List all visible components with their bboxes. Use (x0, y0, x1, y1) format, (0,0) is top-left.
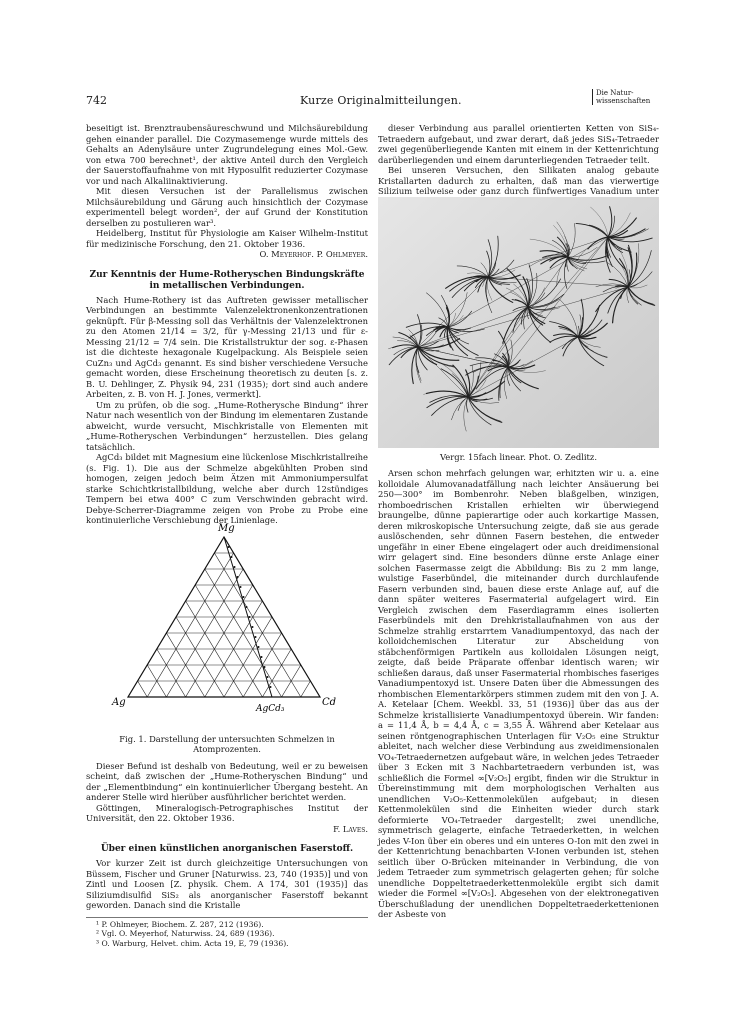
sample-point (252, 626, 254, 628)
grid-line (176, 617, 224, 697)
footnote: ¹ P. Ohlmeyer, Biochem. Z. 287, 212 (1936). (96, 919, 264, 929)
grid-line (224, 617, 272, 697)
sample-point (270, 686, 272, 688)
sample-point (246, 606, 248, 608)
paragraph: Dieser Befund ist deshalb von Bedeutung, weil er zu beweisen scheint, daß zwischen der „Hume-Rotheryschen Bindung“ und der „Elementbindung“ ein kontinuierlicher Übergang besteht. An anderer Stelle wird hierüber ausführlicher berichtet werden. (86, 760, 368, 802)
diagram-grid (138, 553, 311, 697)
label-agcd3: AgCd₃ (256, 704, 285, 714)
grid-line (157, 649, 186, 697)
paragraph: Göttingen, Mineralogisch-Petrographisches Institut der Universität, den 22. Oktober 1936. (86, 802, 368, 823)
sample-point (249, 616, 251, 618)
sample-point (231, 556, 233, 558)
grid-line (186, 585, 253, 697)
paragraph: dieser Verbindung aus parallel orientierten Ketten von SiS₄-Tetraedern aufgebaut, und zwar derart, daß jedes SiS₄-Tetraeder zwei gegenüberliegende Kanten mit einem in der Kettenrichtung darüberliegenden und einem darunterliegenden Tetraeder teilt. (378, 123, 659, 165)
sample-point (261, 656, 263, 658)
right-column-body (378, 468, 659, 920)
signature: O. Meyerhof. P. Ohlmeyer. (259, 249, 368, 259)
sample-point (228, 546, 230, 548)
journal-name-line2: wissenschaften (596, 97, 651, 105)
article-heading: Über einen künstlichen anorganischen Faserstoff. (100, 844, 354, 854)
grid-line (301, 681, 311, 697)
paragraph: Arsen schon mehrfach gelungen war, erhitzten wir u. a. eine kolloidale Alumovanadatfällung nach leichter Ansäuerung bei 250—300° im Bombenrohr. Neben blaßgelben, winzigen, rhomboedrischen Kristallen erhielten wir überwiegend braungelbe, dünne papierartige oder auch korkartige Massen, deren mikroskopische Untersuchung zeigte, daß sie aus gerade auslöschenden, sehr dünnen Fasern bestehen, die entweder ungefähr in einer Ebene eingelagert oder auch dreidimensional wirr gelagert sind. Eine besonders dünne erste Anlage einer solchen Fasermasse zeigt die Abbildung: Bis zu 2 mm lange, wulstige Faserbündel, die miteinander durch durchlaufende Fasern verbunden sind, bauen diese erste Anlage auf, auf die dann später weiteres Fasermaterial aufgelagert wird. Ein Vergleich zwischen dem Faserdiagramm eines isolierten Faserbündels mit den Drehkristallaufnahmen von aus der Schmelze strahlig erstarrtem Vanadiumpentoxyd, das nach der kolloidchemischen Literatur zur Abscheidung von stäbchenförmigen Partikeln aus kolloidalen Lösungen neigt, zeigte, daß beide Präparate offenbar identisch waren; wir schließen daraus, daß unser Fasermaterial rhombisches faseriges Vanadiumpentoxyd ist. Unsere Daten über die Abmessungen des rhombischen Elementarkörpers stimmen zudem mit den von J. A. A. Ketelaar [Chem. Weekbl. 33, 51 (1936)] über das aus der Schmelze kristallisierte Vanadiumpentoxyd überein. Wir fanden: a = 11,4 Å, b = 4,4 Å, c = 3,55 Å. Während aber Ketelaar aus seinen röntgenographischen Unterlagen für V₂O₅ eine Struktur ableitet, nach welcher diese Verbindung aus zweidimensionalen VO₄-Tetraedernetzen aufgebaut wäre, in welchen jedes Tetraeder über 3 Ecken mit 3 Nachbartetraedern verbunden ist, was schließlich die Formel ∞[V₂O₅] ergibt, finden wir die Struktur in Übereinstimmung mit dem morphologischen Verhalten aus unendlichen V₂O₅-Kettenmolekülen aufgebaut; in diesen Kettenmolekülen sind die Einheiten wieder durch stark deformierte VO₄-Tetraeder dargestellt; zwei unendliche, symmetrisch gelagerte, einfache Tetraederketten, in welchen jedes V-Ion über ein oberes und ein unteres O-Ion mit den zwei in der Kettenrichtung benachbarten V-Ionen verbunden ist, stehen seitlich über O-Brücken miteinander in Verbindung, die von jedem Tetraeder zum symmetrisch gelagerten gehen; für solche unendliche Doppeltetraederkettenmoleküle ergibt sich damit wieder die Formel ∞[V₂O₅]. Abgesehen von der elektronegativen Überschußladung der unendlichen Doppeltetraederkettenionen der Asbeste von (378, 468, 659, 919)
figure-caption: Fig. 1. Darstellung der untersuchten Schmelzen in Atomprozenten. (119, 733, 335, 754)
paragraph: Bei unseren Versuchen, den Silikaten analog gebaute Kristallarten dadurch zu erhalten, daß man das vierwertige Silizium teilweise oder ganz durch fünfwertiges Vanadium unter (378, 165, 659, 196)
sample-point (264, 666, 266, 668)
paragraph: Um zu prüfen, ob die sog. „Hume-Rotherysche Bindung“ ihrer Natur nach wesentlich von der Bindung im elementaren Zustande abweicht, wurde versucht, Mischkristalle von Elementen mit „Hume-Rotheryschen Verbindungen“ herzustellen. Dies gelang tatsächlich. (86, 399, 368, 452)
label-mg: Mg (218, 523, 235, 534)
sample-point (240, 586, 242, 588)
sample-point (267, 676, 269, 678)
journal-name-line1: Die Natur- (596, 89, 634, 97)
sample-point (237, 576, 239, 578)
label-cd: Cd (322, 697, 337, 708)
running-title: Kurze Originalmitteilungen. (300, 94, 462, 107)
footnote: ³ O. Warburg, Helvet. chim. Acta 19, E, 79 (1936). (96, 938, 289, 948)
grid-line (138, 681, 148, 697)
signature: F. Laves. (333, 823, 368, 834)
footnotes (86, 917, 368, 949)
paragraph: Heidelberg, Institut für Physiologie am Kaiser Wilhelm-Institut für medizinische Forschung, den 21. Oktober 1936. (86, 228, 368, 249)
page-number: 742 (86, 94, 107, 107)
grid-line (195, 585, 262, 697)
sample-point (234, 566, 236, 568)
journal-name (592, 89, 650, 105)
photo-caption: Vergr. 15fach linear. Phot. O. Zedlitz. (439, 452, 597, 462)
paragraph: Vor kurzer Zeit ist durch gleichzeitige Untersuchungen von Büssem, Fischer und Gruner [Naturwiss. 23, 740 (1935)] und von Zintl und Loosen [Z. physik. Chem. A 174, 301 (1935)] das Siliziumdisulfid SiS₂ als anorganischer Faserstoff bekannt geworden. Danach sind die Kristalle (86, 858, 368, 910)
footnote: ² Vgl. O. Meyerhof, Naturwiss. 24, 689 (1936). (96, 929, 275, 938)
paragraph: AgCd₃ bildet mit Magnesium eine lückenlose Mischkristallreihe (s. Fig. 1). Die aus der Schmelze abgekühlten Proben sind homogen, zeigen jedoch beim Ätzen mit Ammoniumpersulfat starke Schichtkristallbildung, welche aber durch 12stündiges Tempern bei etwa 400° C zum Verschwinden gebracht wird. Debye-Scherrer-Diagramme zeigen von Probe zu Probe eine kontinuierliche Verschiebung der Linienlage. (86, 452, 368, 525)
grid-line (262, 649, 291, 697)
grid-line (214, 553, 300, 697)
paragraph: Mit diesen Versuchen ist der Parallelismus zwischen Milchsäurebildung und Gärung auch hinsichtlich der Cozymase experimentell belegt worden², der auf Grund der Konstitution derselben zu postulieren war³. (86, 186, 368, 228)
label-ag: Ag (112, 697, 126, 708)
sample-point (243, 596, 245, 598)
article-heading: Zur Kenntnis der Hume-Rotheryschen Bindungskräfte in metallischen Verbindungen. (89, 269, 365, 291)
grid-line (147, 553, 233, 697)
ternary-diagram (108, 519, 340, 715)
paragraph: beseitigt ist. Brenztraubensäureschwund und Milchsäurebildung gehen einander parallel. Die Cozymasemenge wurde mittels des Gehalts an Adenylsäure unter Zugrundelegung eines Mol.-Gew. von etwa 700 berechnet¹, der aktive Anteil durch den Vergleich der Sauerstoffaufnahme von mit Hyposulfit reduzierter Cozymase vor und nach Alkaliinaktivierung. (86, 123, 368, 186)
paragraph: Nach Hume-Rothery ist das Auftreten gewisser metallischer Verbindungen an bestimmte Valenzelektronenkonzentrationen geknüpft. Für β-Messing soll das Verhältnis der Valenzelektronen zu den Atomen 21/14 = 3/2, für γ-Messing 21/13 und für ε-Messing 21/12 = 7/4 sein. Die Kristallstruktur der sog. ε-Phasen ist die dichteste hexagonale Kugelpackung. Als Beispiele seien CuZn₃ und AgCd₃ genannt. Es sind bisher verschiedene Versuche gemacht worden, diese Erscheinung theoretisch zu deuten [s. z. B. U. Dehlinger, Z. Physik 94, 231 (1935); dort sind auch andere Arbeiten, z. B. von H. J. Jones, vermerkt]. (86, 294, 368, 399)
sample-point (255, 636, 257, 638)
sample-point (258, 646, 260, 648)
fiber-photograph (378, 197, 659, 448)
